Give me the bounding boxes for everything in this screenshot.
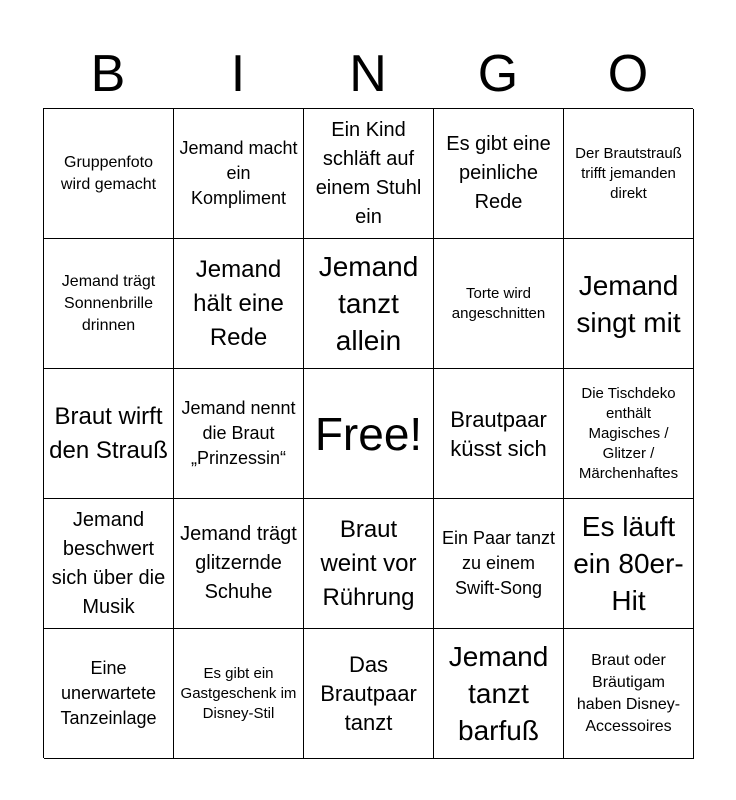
cell-text: Es läuft ein 80er-Hit — [573, 511, 684, 616]
bingo-cell[interactable] — [434, 239, 564, 369]
bingo-cell[interactable] — [304, 499, 434, 629]
bingo-cell[interactable] — [44, 109, 174, 239]
bingo-cell[interactable] — [44, 369, 174, 499]
cell-text: Es gibt ein Gastgeschenk im Disney-Stil — [180, 664, 297, 722]
cell-text: Torte wird angeschnitten — [451, 284, 546, 322]
cell-text: Jemand nennt die Braut „Prinzessin“ — [181, 398, 296, 468]
bingo-cell[interactable] — [174, 109, 304, 239]
bingo-cell[interactable] — [434, 499, 564, 629]
cell-text: Jemand hält eine Rede — [193, 255, 284, 351]
header-letter-i: I — [230, 45, 246, 103]
cell-text: Jemand macht ein Kompliment — [179, 138, 298, 208]
free-space-text: Free! — [314, 407, 423, 460]
cell-text: Jemand singt mit — [576, 269, 681, 338]
bingo-cell[interactable] — [564, 239, 694, 369]
bingo-cell[interactable] — [304, 239, 434, 369]
bingo-card — [43, 108, 693, 758]
cell-text: Ein Kind schläft auf einem Stuhl ein — [315, 118, 422, 228]
cell-text: Jemand beschwert sich über die Musik — [51, 508, 166, 618]
cell-text: Braut wirft den Strauß — [49, 402, 168, 464]
bingo-cell[interactable] — [434, 629, 564, 759]
cell-text: Jemand trägt glitzernde Schuhe — [180, 523, 297, 603]
cell-text: Gruppenfoto wird gemacht — [60, 153, 157, 193]
bingo-cell[interactable] — [434, 109, 564, 239]
bingo-cell[interactable] — [44, 499, 174, 629]
cell-text: Der Brautstrauß trifft jemanden direkt — [575, 144, 682, 202]
bingo-cell[interactable] — [434, 369, 564, 499]
bingo-cell[interactable] — [44, 239, 174, 369]
cell-text: Jemand tanzt barfuß — [448, 641, 549, 746]
bingo-cell[interactable] — [564, 629, 694, 759]
bingo-cell[interactable] — [174, 629, 304, 759]
bingo-cell[interactable] — [304, 629, 434, 759]
bingo-cell[interactable] — [564, 109, 694, 239]
cell-text: Ein Paar tanzt zu einem Swift-Song — [441, 528, 556, 598]
header-letter-n: N — [349, 45, 387, 103]
bingo-cell[interactable] — [44, 629, 174, 759]
bingo-cell[interactable] — [174, 499, 304, 629]
cell-text: Eine unerwartete Tanzeinlage — [60, 658, 157, 728]
bingo-cell[interactable] — [174, 369, 304, 499]
cell-text: Braut oder Bräutigam haben Disney-Accessoires — [576, 651, 681, 735]
header-letter-o: O — [607, 45, 649, 103]
header-letter-g: G — [477, 45, 519, 103]
cell-text: Braut weint vor Rührung — [320, 515, 417, 611]
cell-text: Das Brautpaar tanzt — [320, 652, 417, 735]
bingo-header — [43, 40, 693, 108]
cell-text: Jemand trägt Sonnenbrille drinnen — [61, 272, 156, 334]
bingo-cell[interactable] — [304, 109, 434, 239]
free-space-cell[interactable] — [304, 369, 434, 499]
header-letter-b: B — [90, 45, 126, 103]
cell-text: Brautpaar küsst sich — [450, 406, 547, 461]
cell-text: Es gibt eine peinliche Rede — [446, 133, 551, 213]
bingo-cell[interactable] — [564, 369, 694, 499]
cell-text: Die Tischdeko enthält Magisches / Glitzer / Märchenhaftes — [578, 384, 679, 482]
bingo-cell[interactable] — [564, 499, 694, 629]
cell-text: Jemand tanzt allein — [318, 251, 419, 356]
bingo-cell[interactable] — [174, 239, 304, 369]
